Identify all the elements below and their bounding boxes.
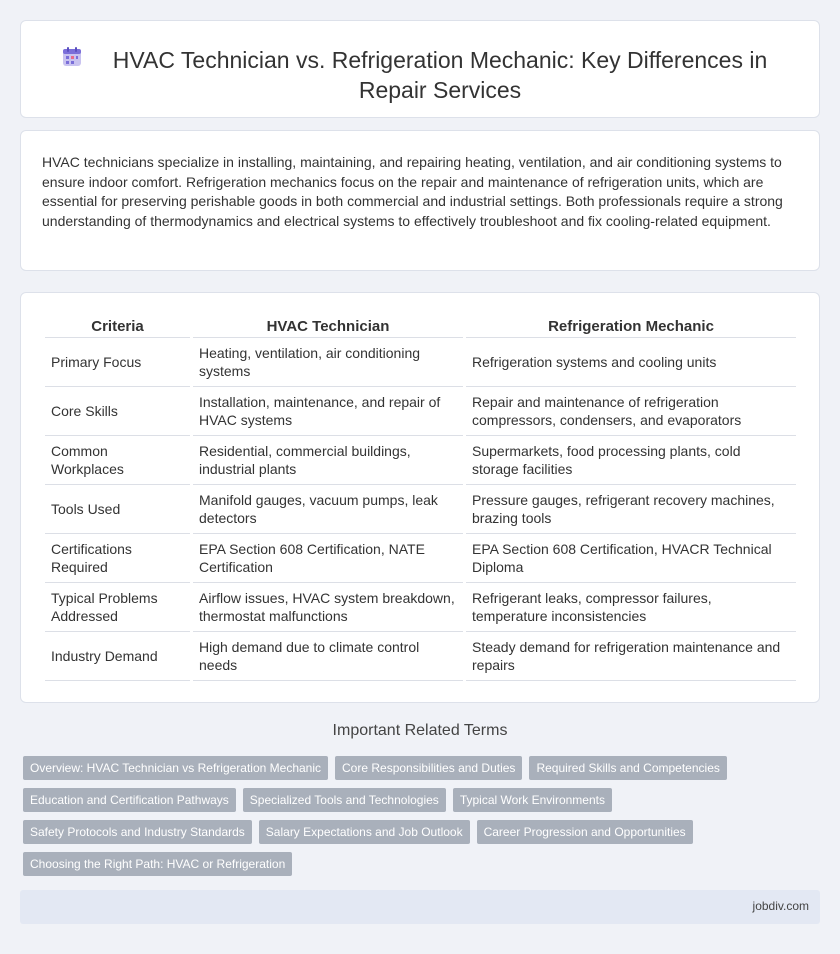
row-criteria: Tools Used bbox=[45, 485, 190, 534]
row-hvac: Heating, ventilation, air conditioning systems bbox=[193, 338, 463, 387]
table-row bbox=[45, 436, 796, 485]
related-term-tag[interactable]: Core Responsibilities and Duties bbox=[335, 756, 522, 780]
row-criteria: Industry Demand bbox=[45, 632, 190, 681]
related-term-tag[interactable]: Choosing the Right Path: HVAC or Refrigeration bbox=[23, 852, 292, 876]
row-refrigeration: EPA Section 608 Certification, HVACR Technical Diploma bbox=[466, 534, 796, 583]
related-terms-list bbox=[23, 756, 813, 876]
table-row bbox=[45, 632, 796, 681]
row-hvac: EPA Section 608 Certification, NATE Certification bbox=[193, 534, 463, 583]
intro-paragraph: HVAC technicians specialize in installing, maintaining, and repairing heating, ventilation, and air conditioning systems to ensure indoor comfort. Refrigeration mechanics focus on the repair and maintenance of refrigeration units, which are essential for preserving perishable goods in both commercial and industrial settings. Both professionals require a strong understanding of thermodynamics and electrical systems to effectively troubleshoot and fix cooling-related equipment. bbox=[42, 154, 783, 229]
footer-site-link[interactable]: jobdiv.com bbox=[752, 899, 809, 913]
table-row bbox=[45, 485, 796, 534]
row-hvac: Manifold gauges, vacuum pumps, leak detectors bbox=[193, 485, 463, 534]
intro-card bbox=[20, 130, 820, 271]
related-terms-heading: Important Related Terms bbox=[332, 722, 508, 739]
table-row bbox=[45, 387, 796, 436]
row-refrigeration: Pressure gauges, refrigerant recovery machines, brazing tools bbox=[466, 485, 796, 534]
header-criteria: Criteria bbox=[45, 314, 190, 338]
row-refrigeration: Supermarkets, food processing plants, cold storage facilities bbox=[466, 436, 796, 485]
related-term-tag[interactable]: Salary Expectations and Job Outlook bbox=[259, 820, 470, 844]
header-hvac: HVAC Technician bbox=[193, 314, 463, 338]
row-hvac: Airflow issues, HVAC system breakdown, thermostat malfunctions bbox=[193, 583, 463, 632]
related-term-tag[interactable]: Specialized Tools and Technologies bbox=[243, 788, 446, 812]
page-title: HVAC Technician vs. Refrigeration Mechanic: Key Differences in Repair Services bbox=[112, 47, 768, 103]
footer bbox=[20, 890, 820, 924]
title-card bbox=[20, 20, 820, 118]
row-criteria: Certifications Required bbox=[45, 534, 190, 583]
row-refrigeration: Steady demand for refrigeration maintenance and repairs bbox=[466, 632, 796, 681]
table-row bbox=[45, 338, 796, 387]
related-term-tag[interactable]: Education and Certification Pathways bbox=[23, 788, 236, 812]
row-hvac: Residential, commercial buildings, industrial plants bbox=[193, 436, 463, 485]
row-refrigeration: Refrigeration systems and cooling units bbox=[466, 338, 796, 387]
related-term-tag[interactable]: Typical Work Environments bbox=[453, 788, 612, 812]
table-row bbox=[45, 534, 796, 583]
row-criteria: Core Skills bbox=[45, 387, 190, 436]
row-criteria: Common Workplaces bbox=[45, 436, 190, 485]
related-term-tag[interactable]: Career Progression and Opportunities bbox=[477, 820, 693, 844]
related-term-tag[interactable]: Required Skills and Competencies bbox=[529, 756, 726, 780]
row-refrigeration: Repair and maintenance of refrigeration compressors, condensers, and evaporators bbox=[466, 387, 796, 436]
row-refrigeration: Refrigerant leaks, compressor failures, temperature inconsistencies bbox=[466, 583, 796, 632]
header-refrigeration: Refrigeration Mechanic bbox=[466, 314, 796, 338]
row-criteria: Typical Problems Addressed bbox=[45, 583, 190, 632]
comparison-card bbox=[20, 292, 820, 703]
table-row bbox=[45, 583, 796, 632]
row-hvac: High demand due to climate control needs bbox=[193, 632, 463, 681]
related-term-tag[interactable]: Safety Protocols and Industry Standards bbox=[23, 820, 252, 844]
table-header-row bbox=[45, 314, 796, 338]
row-criteria: Primary Focus bbox=[45, 338, 190, 387]
comparison-table bbox=[42, 314, 799, 681]
related-term-tag[interactable]: Overview: HVAC Technician vs Refrigeration Mechanic bbox=[23, 756, 328, 780]
row-hvac: Installation, maintenance, and repair of HVAC systems bbox=[193, 387, 463, 436]
